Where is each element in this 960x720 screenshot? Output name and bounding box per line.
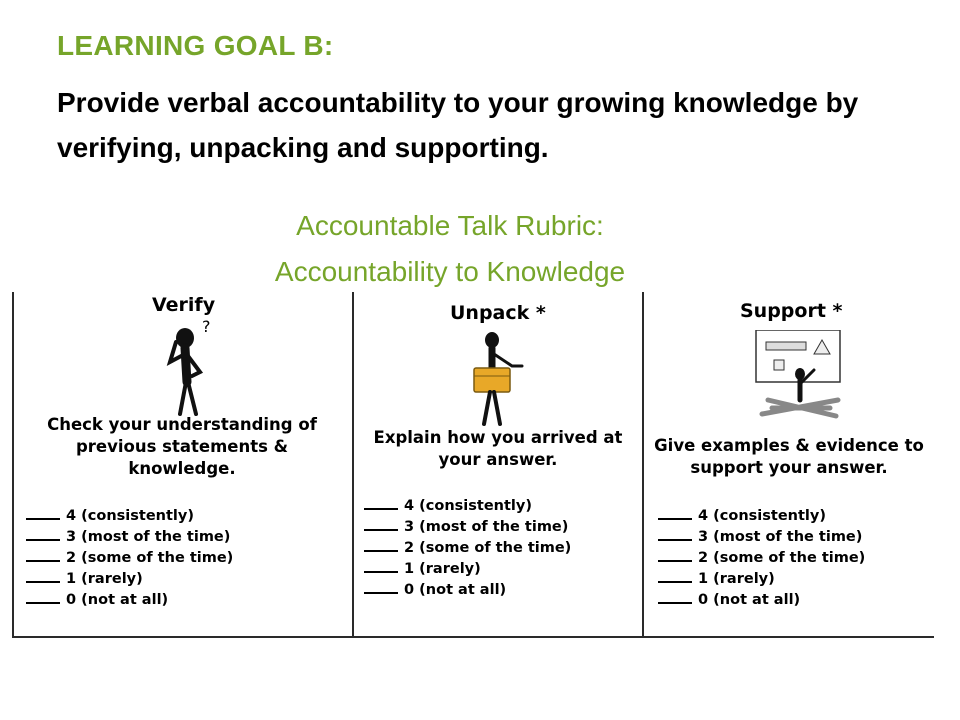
score-blank[interactable] bbox=[364, 517, 398, 531]
column-verify bbox=[12, 292, 352, 632]
verify-description: Check your understanding of previous statements & knowledge. bbox=[47, 415, 317, 478]
support-title: Support * bbox=[740, 300, 843, 322]
learning-goal-text: Provide verbal accountability to your growing knowledge by verifying, unpacking and supporting. bbox=[57, 87, 859, 163]
rubric-title: Accountable Talk Rubric: bbox=[296, 210, 604, 241]
score-blank[interactable] bbox=[658, 569, 692, 583]
thinking-person-icon bbox=[142, 314, 232, 419]
learning-goal-label: LEARNING GOAL B: bbox=[57, 30, 334, 61]
score-blank[interactable] bbox=[26, 569, 60, 583]
scale-item: 2 (some of the time) bbox=[364, 538, 571, 559]
scale-item: 2 (some of the time) bbox=[658, 548, 865, 569]
scale-item: 4 (consistently) bbox=[364, 496, 571, 517]
unpack-title: Unpack * bbox=[450, 302, 546, 324]
rubric-table bbox=[12, 292, 934, 638]
support-scale bbox=[658, 506, 865, 611]
scale-item: 0 (not at all) bbox=[364, 580, 571, 601]
scale-item: 3 (most of the time) bbox=[26, 527, 233, 548]
score-blank[interactable] bbox=[26, 548, 60, 562]
scale-item: 4 (consistently) bbox=[26, 506, 233, 527]
scale-item: 0 (not at all) bbox=[26, 590, 233, 611]
person-with-board-icon bbox=[752, 330, 848, 420]
svg-text:?: ? bbox=[202, 317, 211, 336]
scale-item: 2 (some of the time) bbox=[26, 548, 233, 569]
person-with-box-icon bbox=[462, 328, 552, 428]
score-blank[interactable] bbox=[26, 590, 60, 604]
score-blank[interactable] bbox=[26, 527, 60, 541]
unpack-description: Explain how you arrived at your answer. bbox=[373, 428, 623, 469]
scale-item: 3 (most of the time) bbox=[364, 517, 571, 538]
score-blank[interactable] bbox=[364, 580, 398, 594]
score-blank[interactable] bbox=[658, 527, 692, 541]
verify-scale bbox=[26, 506, 233, 611]
score-blank[interactable] bbox=[658, 590, 692, 604]
scale-item: 1 (rarely) bbox=[364, 559, 571, 580]
score-blank[interactable] bbox=[658, 548, 692, 562]
scale-item: 1 (rarely) bbox=[658, 569, 865, 590]
verify-title: Verify bbox=[152, 294, 216, 316]
column-support bbox=[644, 292, 934, 632]
score-blank[interactable] bbox=[658, 506, 692, 520]
unpack-scale bbox=[364, 496, 571, 601]
scale-item: 3 (most of the time) bbox=[658, 527, 865, 548]
score-blank[interactable] bbox=[364, 496, 398, 510]
support-description: Give examples & evidence to support your answer. bbox=[654, 436, 924, 477]
scale-item: 1 (rarely) bbox=[26, 569, 233, 590]
table-bottom-border bbox=[12, 636, 934, 638]
score-blank[interactable] bbox=[26, 506, 60, 520]
rubric-subtitle: Accountability to Knowledge bbox=[274, 256, 626, 287]
column-unpack bbox=[354, 292, 642, 632]
scale-item: 4 (consistently) bbox=[658, 506, 865, 527]
score-blank[interactable] bbox=[364, 559, 398, 573]
scale-item: 0 (not at all) bbox=[658, 590, 865, 611]
score-blank[interactable] bbox=[364, 538, 398, 552]
